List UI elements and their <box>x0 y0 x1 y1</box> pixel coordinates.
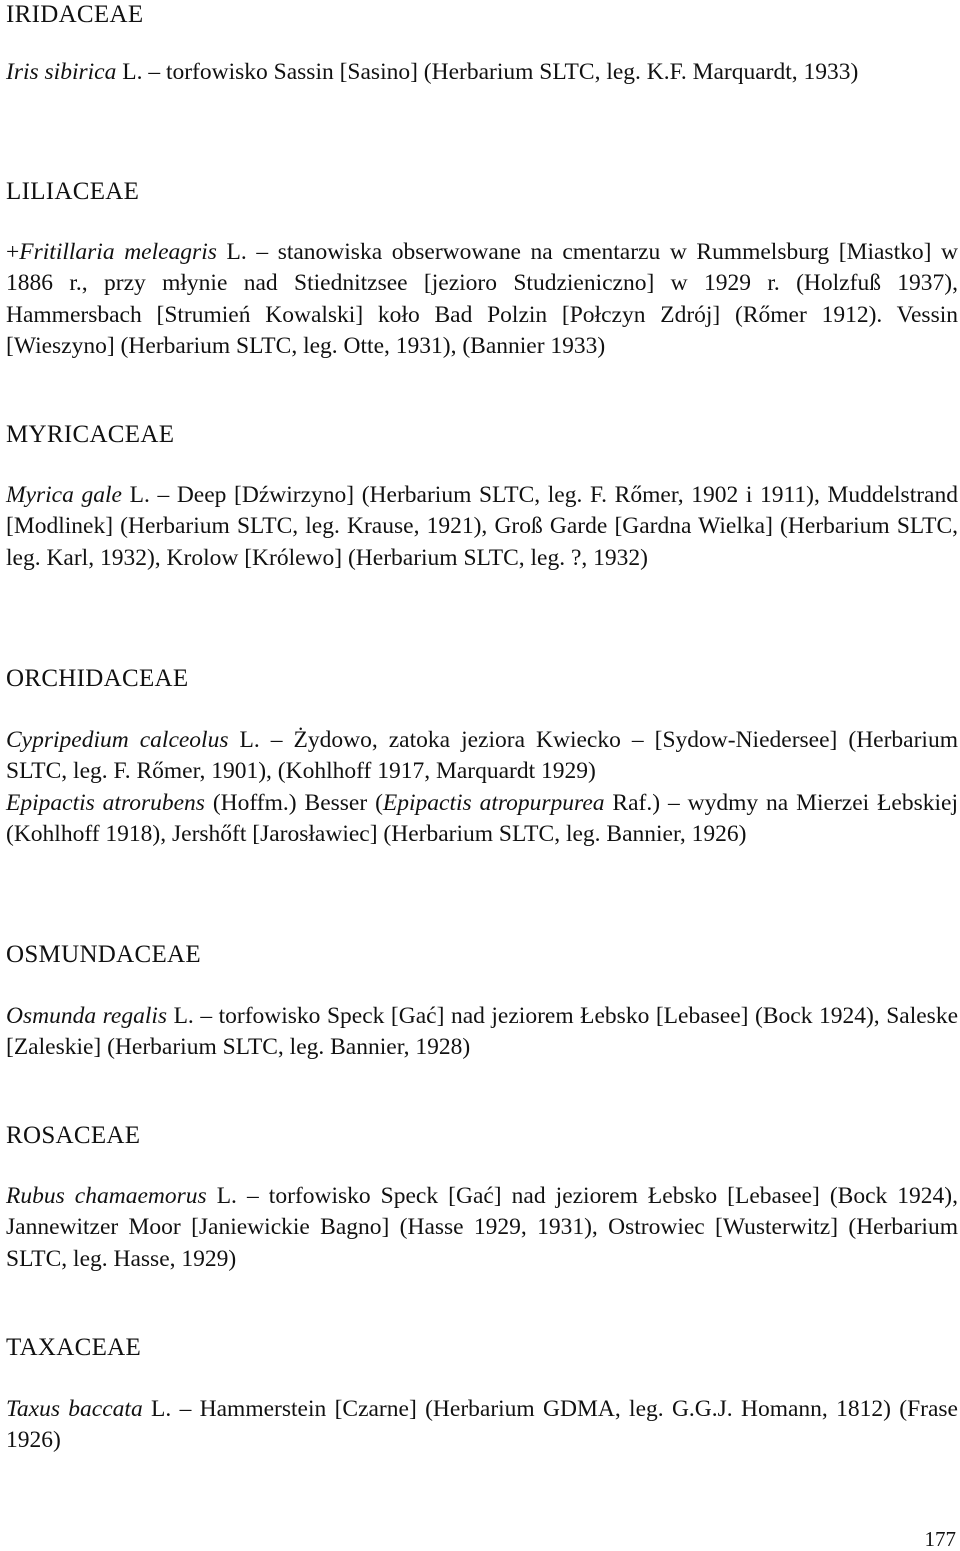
species-entry-cypripedium-calceolus <box>6 725 958 788</box>
species-locality-text: L. – torfowisko Speck [Gać] nad jeziorem Łebsko [Lebasee] (Bock 1924), Saleske [Zaleskie] (Herbarium SLTC, leg. Bannier, 1928) <box>6 1003 958 1061</box>
species-name: Myrica gale <box>6 482 122 508</box>
species-entry-osmunda-regalis <box>6 1001 958 1064</box>
species-name: Fritillaria meleagris <box>19 239 217 265</box>
family-heading-myricaceae: MYRICACEAE <box>6 421 175 448</box>
species-locality-text: L. – Deep [Dźwirzyno] (Herbarium SLTC, leg. F. Rőmer, 1902 i 1911), Muddelstrand [Modlinek] (Herbarium SLTC, leg. Krause, 1921), Groß Garde [Gardna Wielka] (Herbarium SLTC, leg. Karl, 1932), Krolow [Królewo] (Herbarium SLTC, leg. ?, 1932) <box>6 482 958 571</box>
species-entry-rubus-chamaemorus <box>6 1181 958 1275</box>
species-entry-orchidaceae <box>6 725 958 850</box>
extinct-marker: + <box>6 239 20 265</box>
species-locality-text: Raf.) – wydmy na Mierzei Łebskiej (Kohlhoff 1918), Jershőft [Jarosławiec] (Herbarium SLTC, leg. Bannier, 1926) <box>6 789 958 847</box>
species-locality-text: L. – torfowisko Speck [Gać] nad jeziorem Łebsko [Lebasee] (Bock 1924), Jannewitzer Moor [Janiewickie Bagno] (Hasse 1929, 1931), Ostrowiec [Wusterwitz] (Herbarium SLTC, leg. Hasse, 1929) <box>6 1183 959 1272</box>
species-name: Iris sibirica <box>6 59 117 85</box>
family-heading-taxaceae: TAXACEAE <box>6 1334 142 1361</box>
species-authority-text: (Hoffm.) Besser ( <box>204 789 383 816</box>
species-entry-fritillaria-meleagris <box>6 237 958 362</box>
species-name: Cypripedium calceolus <box>6 727 229 753</box>
species-entry-iris-sibirica <box>6 57 958 88</box>
family-heading-osmundaceae: OSMUNDACEAE <box>6 941 201 968</box>
species-locality-text: L. – torfowisko Sassin [Sasino] (Herbarium SLTC, leg. K.F. Marquardt, 1933) <box>116 59 859 85</box>
species-entry-myrica-gale <box>6 480 958 574</box>
family-heading-liliaceae: LILIACEAE <box>6 178 140 205</box>
family-heading-orchidaceae: ORCHIDACEAE <box>6 665 189 692</box>
species-synonym: Epipactis atropurpurea <box>382 789 605 816</box>
page-number: 177 <box>924 1527 956 1551</box>
species-name: Taxus baccata <box>6 1396 143 1422</box>
species-entry-taxus-baccata <box>6 1394 958 1457</box>
family-heading-iridaceae: IRIDACEAE <box>6 1 144 28</box>
species-name: Rubus chamaemorus <box>6 1183 207 1209</box>
species-locality-text: L. – stanowiska obserwowane na cmentarzu w Rummelsburg [Miastko] w 1886 r., przy młynie nad Stiednitzsee [jezioro Studzieniczno] w 1929 r. (Holzfuß 1937), Hammersbach [Strumień Kowalski] koło Bad Polzin [Połczyn Zdrój] (Rőmer 1912). Vessin [Wieszyno] (Herbarium SLTC, leg. Otte, 1931), (Bannier 1933) <box>6 239 959 359</box>
family-heading-rosaceae: ROSACEAE <box>6 1122 141 1149</box>
species-locality-text: L. – Żydowo, zatoka jeziora Kwiecko – [Sydow-Niedersee] (Herbarium SLTC, leg. F. Rőmer, 1901), (Kohlhoff 1917, Marquardt 1929) <box>6 727 958 785</box>
species-name: Osmunda regalis <box>6 1003 168 1029</box>
species-locality-text: L. – Hammerstein [Czarne] (Herbarium GDMA, leg. G.G.J. Homann, 1812) (Frase 1926) <box>6 1396 958 1454</box>
species-name: Epipactis atrorubens <box>6 789 205 816</box>
species-entry-epipactis-atrorubens <box>6 788 958 851</box>
